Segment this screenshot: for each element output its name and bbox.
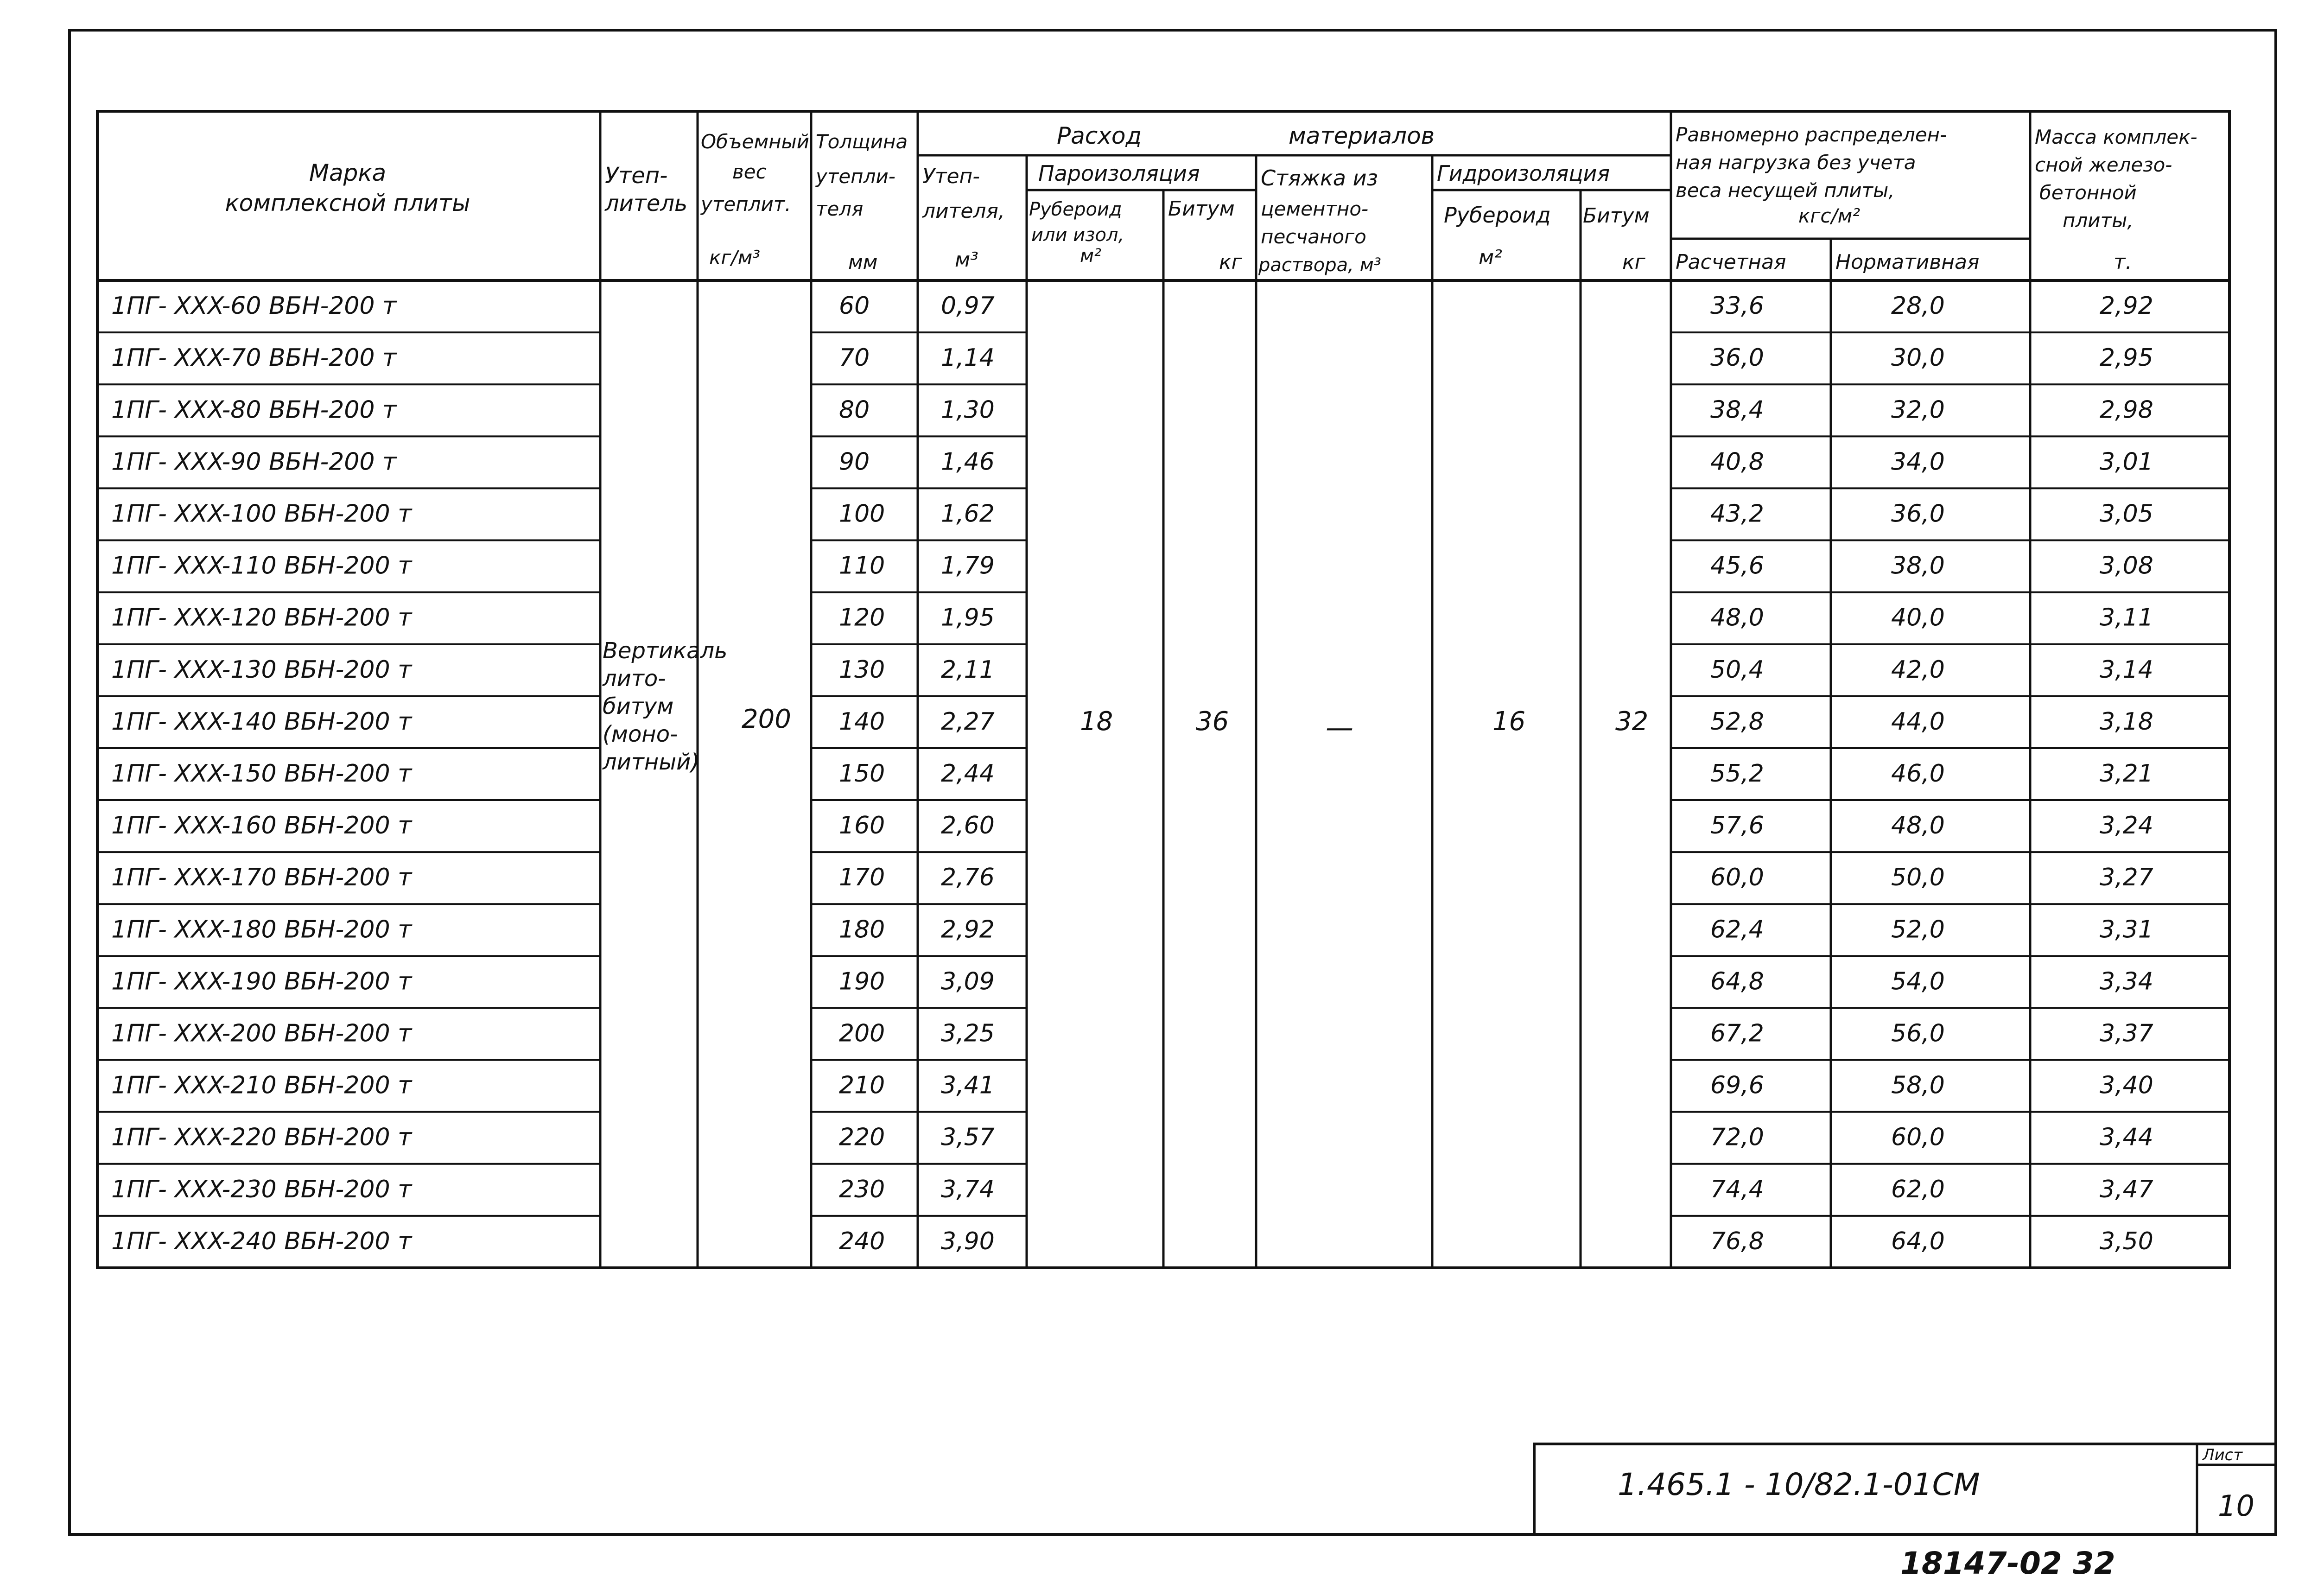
cell-marka: 1ПГ- XXX-180 ВБН-200 т [111, 916, 412, 944]
cell-marka: 1ПГ- XXX-150 ВБН-200 т [111, 760, 412, 788]
hdr-marka-1: Марка [309, 159, 387, 186]
cell-tolshchina: 70 [839, 344, 870, 372]
cell-massa: 3,14 [2100, 655, 2153, 684]
cell-tolshchina: 110 [839, 552, 885, 580]
cell-normativnaya: 58,0 [1891, 1071, 1945, 1100]
cell-massa: 3,01 [2100, 448, 2153, 476]
cell-uteplitel: 2,44 [941, 760, 995, 788]
table-row [111, 916, 2153, 943]
cell-marka: 1ПГ- XXX-90 ВБН-200 т [111, 448, 397, 476]
stamp-list-number: 10 [2218, 1489, 2254, 1523]
cell-tolshchina: 80 [839, 396, 870, 424]
title-block [1534, 1444, 2276, 1534]
cell-massa: 3,47 [2100, 1175, 2153, 1203]
cell-massa: 3,37 [2100, 1019, 2153, 1048]
hdr-nagruzka-2: ная нагрузка без учета [1676, 151, 1916, 174]
cell-uteplitel: 1,79 [941, 552, 995, 580]
cell-massa: 3,18 [2100, 707, 2153, 736]
hdr-obves-unit: кг/м³ [709, 246, 761, 269]
cell-tolshchina: 90 [839, 448, 870, 476]
cell-raschetnaya: 62,4 [1710, 916, 1764, 944]
cell-massa: 3,08 [2100, 552, 2153, 580]
cell-normativnaya: 50,0 [1891, 864, 1945, 892]
table-row [111, 1072, 2153, 1100]
cell-normativnaya: 34,0 [1891, 448, 1945, 476]
table-row [111, 864, 2153, 891]
cell-massa: 3,44 [2100, 1123, 2153, 1151]
cell-normativnaya: 40,0 [1891, 604, 1945, 632]
cell-marka: 1ПГ- XXX-110 ВБН-200 т [111, 552, 412, 580]
cell-normativnaya: 62,0 [1891, 1175, 1945, 1203]
hdr-bitum: Битум [1168, 197, 1235, 221]
cell-normativnaya: 64,0 [1891, 1227, 1945, 1255]
hdr-raschetnaya: Расчетная [1676, 250, 1786, 274]
table-row [111, 500, 2153, 528]
cell-uteplitel: 1,46 [941, 448, 995, 476]
hdr-massa-2: сной железо- [2035, 153, 2172, 176]
hdr-nagruzka-3: веса несущей плиты, [1676, 179, 1895, 202]
hdr-ruberoid-izol-unit: м² [1080, 245, 1102, 267]
hdr-styazhka-1: Стяжка из [1261, 165, 1378, 191]
cell-uteplitel: 2,60 [941, 812, 995, 840]
cell-raschetnaya: 74,4 [1710, 1175, 1764, 1203]
cell-raschetnaya: 36,0 [1710, 344, 1764, 372]
cell-tolshchina: 130 [839, 655, 885, 684]
merged-cells [602, 638, 1648, 775]
cell-massa: 2,95 [2100, 344, 2153, 372]
cell-normativnaya: 56,0 [1891, 1019, 1945, 1048]
cell-marka: 1ПГ- XXX-220 ВБН-200 т [111, 1123, 412, 1151]
table-row [111, 708, 2153, 736]
cell-tolshchina: 220 [839, 1123, 885, 1151]
table-row [111, 760, 2153, 788]
stamp-list-label: Лист [2203, 1446, 2243, 1464]
cell-tolshchina: 180 [839, 916, 885, 944]
footer-code: 18147-02 32 [1900, 1545, 2115, 1581]
cell-raschetnaya: 55,2 [1710, 760, 1764, 788]
table-row [111, 1020, 2153, 1048]
cell-uteplitel: 3,25 [941, 1019, 995, 1048]
hdr-tol-3: теля [816, 197, 864, 220]
merged-uteplitel-5: литный) [603, 749, 700, 775]
cell-raschetnaya: 40,8 [1710, 448, 1764, 476]
cell-raschetnaya: 50,4 [1710, 655, 1764, 684]
table-row [111, 552, 2153, 580]
cell-raschetnaya: 38,4 [1710, 396, 1764, 424]
cell-tolshchina: 170 [839, 864, 885, 892]
cell-tolshchina: 240 [839, 1227, 885, 1255]
cell-marka: 1ПГ- XXX-80 ВБН-200 т [111, 396, 397, 424]
hdr-gidroizol: Гидроизоляция [1437, 161, 1610, 186]
table-row [111, 292, 2153, 320]
cell-marka: 1ПГ- XXX-240 ВБН-200 т [111, 1227, 412, 1255]
cell-uteplitel: 3,74 [941, 1175, 995, 1203]
table-row [111, 967, 2153, 995]
hdr-ruberoid: Рубероид [1444, 203, 1551, 228]
table-row [111, 604, 2153, 632]
hdr-obves-3: утеплит. [701, 193, 791, 216]
cell-raschetnaya: 60,0 [1710, 864, 1764, 892]
cell-uteplitel: 3,41 [941, 1071, 995, 1100]
table-row [111, 1227, 2153, 1255]
hdr-ut-unit: м³ [955, 248, 978, 272]
table-row [111, 396, 2153, 424]
cell-marka: 1ПГ- XXX-70 ВБН-200 т [111, 344, 397, 372]
hdr-massa-1: Масса комплек- [2035, 126, 2197, 148]
cell-raschetnaya: 52,8 [1710, 707, 1764, 736]
cell-massa: 3,11 [2100, 604, 2153, 632]
cell-marka: 1ПГ- XXX-140 ВБН-200 т [111, 707, 412, 736]
table-row [111, 344, 2153, 372]
cell-massa: 2,98 [2100, 396, 2153, 424]
cell-tolshchina: 120 [839, 604, 885, 632]
hdr-ut-1: Утеп- [922, 165, 980, 188]
cell-tolshchina: 60 [839, 292, 870, 320]
hdr-ut-2: лителя, [922, 199, 1005, 223]
merged-uteplitel-1: Вертикаль [603, 638, 728, 664]
cell-marka: 1ПГ- XXX-210 ВБН-200 т [111, 1071, 412, 1100]
cell-marka: 1ПГ- XXX-60 ВБН-200 т [111, 292, 397, 320]
merged-bitum2: 32 [1615, 706, 1649, 737]
hdr-tol-1: Толщина [816, 130, 908, 153]
cell-raschetnaya: 72,0 [1710, 1123, 1764, 1151]
hdr-ruberoid-unit: м² [1479, 246, 1502, 269]
cell-massa: 3,24 [2100, 812, 2153, 840]
cell-uteplitel: 1,14 [941, 344, 995, 372]
cell-marka: 1ПГ- XXX-230 ВБН-200 т [111, 1175, 412, 1203]
cell-uteplitel: 2,92 [941, 916, 995, 944]
table-row [111, 1124, 2153, 1151]
hdr-massa-unit: т. [2114, 250, 2132, 274]
stamp-code: 1.465.1 - 10/82.1-01СМ [1618, 1467, 1980, 1502]
cell-raschetnaya: 57,6 [1710, 812, 1764, 840]
cell-massa: 3,34 [2100, 967, 2153, 996]
merged-ruberoid-izol: 18 [1080, 706, 1113, 737]
cell-massa: 3,27 [2100, 864, 2153, 892]
cell-uteplitel: 2,27 [941, 707, 995, 736]
cell-marka: 1ПГ- XXX-120 ВБН-200 т [111, 604, 412, 632]
hdr-tol-2: утепли- [816, 165, 895, 188]
cell-raschetnaya: 64,8 [1710, 967, 1764, 996]
cell-marka: 1ПГ- XXX-130 ВБН-200 т [111, 655, 412, 684]
table-row [111, 812, 2153, 839]
cell-marka: 1ПГ- XXX-190 ВБН-200 т [111, 967, 412, 996]
merged-uteplitel-3: битум [603, 693, 674, 719]
cell-uteplitel: 3,09 [941, 967, 995, 996]
cell-tolshchina: 140 [839, 707, 885, 736]
cell-massa: 3,05 [2100, 500, 2153, 528]
hdr-styazhka-2: цементно- [1261, 197, 1369, 220]
cell-massa: 3,31 [2100, 916, 2153, 944]
cell-raschetnaya: 43,2 [1710, 500, 1764, 528]
cell-raschetnaya: 76,8 [1710, 1227, 1764, 1255]
hdr-paroizol: Пароизоляция [1038, 161, 1200, 186]
cell-tolshchina: 160 [839, 812, 885, 840]
hdr-tol-unit: мм [848, 251, 878, 273]
table-header [225, 122, 2197, 276]
merged-obves: 200 [742, 704, 791, 734]
cell-tolshchina: 200 [839, 1019, 885, 1048]
cell-marka: 1ПГ- XXX-170 ВБН-200 т [111, 864, 412, 892]
cell-normativnaya: 36,0 [1891, 500, 1945, 528]
cell-normativnaya: 46,0 [1891, 760, 1945, 788]
hdr-styazhka-3: песчаного [1261, 225, 1366, 248]
cell-normativnaya: 38,0 [1891, 552, 1945, 580]
merged-uteplitel-4: (моно- [603, 721, 678, 747]
cell-uteplitel: 2,11 [941, 655, 995, 684]
table-row [111, 448, 2153, 476]
hdr-ruberoid-izol-1: Рубероид [1029, 199, 1122, 220]
cell-normativnaya: 42,0 [1891, 655, 1945, 684]
cell-uteplitel: 3,90 [941, 1227, 995, 1255]
cell-massa: 3,40 [2100, 1071, 2153, 1100]
cell-normativnaya: 48,0 [1891, 812, 1945, 840]
cell-marka: 1ПГ- XXX-200 ВБН-200 т [111, 1019, 412, 1048]
cell-marka: 1ПГ- XXX-160 ВБН-200 т [111, 812, 412, 840]
hdr-raskhod-b: материалов [1289, 122, 1435, 149]
hdr-obves-1: Объемный [701, 130, 810, 153]
cell-normativnaya: 44,0 [1891, 707, 1945, 736]
cell-massa: 3,50 [2100, 1227, 2153, 1255]
hdr-massa-4: плиты, [2063, 209, 2134, 232]
cell-massa: 3,21 [2100, 760, 2153, 788]
cell-marka: 1ПГ- XXX-100 ВБН-200 т [111, 500, 412, 528]
cell-raschetnaya: 33,6 [1710, 292, 1764, 320]
merged-bitum: 36 [1196, 706, 1229, 737]
hdr-ruberoid-izol-2: или изол, [1031, 224, 1124, 246]
hdr-bitum-unit: кг [1219, 250, 1242, 274]
hdr-bitum2: Битум [1583, 204, 1650, 228]
cell-tolshchina: 190 [839, 967, 885, 996]
table-row [111, 656, 2153, 684]
cell-normativnaya: 54,0 [1891, 967, 1945, 996]
cell-uteplitel: 1,30 [941, 396, 995, 424]
cell-tolshchina: 150 [839, 760, 885, 788]
cell-uteplitel: 1,95 [941, 604, 995, 632]
hdr-massa-3: бетонной [2039, 181, 2137, 204]
cell-uteplitel: 0,97 [941, 292, 995, 320]
merged-styazhka: — [1326, 712, 1353, 744]
cell-tolshchina: 230 [839, 1175, 885, 1203]
hdr-styazhka-4: раствора, м³ [1258, 254, 1381, 276]
hdr-nagruzka-unit: кгс/м² [1798, 204, 1861, 227]
cell-normativnaya: 28,0 [1891, 292, 1945, 320]
hdr-raskhod-a: Расход [1057, 122, 1142, 149]
cell-uteplitel: 3,57 [941, 1123, 995, 1151]
cell-raschetnaya: 67,2 [1710, 1019, 1764, 1048]
merged-uteplitel-2: лито- [603, 666, 666, 692]
cell-normativnaya: 32,0 [1891, 396, 1945, 424]
cell-massa: 2,92 [2100, 292, 2153, 320]
hdr-normativnaya: Нормативная [1835, 250, 1980, 274]
cell-tolshchina: 210 [839, 1071, 885, 1100]
hdr-uteplitel-2: литель [605, 191, 688, 216]
hdr-bitum2-unit: кг [1622, 250, 1645, 274]
cell-tolshchina: 100 [839, 500, 885, 528]
cell-normativnaya: 30,0 [1891, 344, 1945, 372]
cell-raschetnaya: 45,6 [1710, 552, 1764, 580]
hdr-marka-2: комплексной плиты [225, 190, 470, 216]
cell-raschetnaya: 48,0 [1710, 604, 1764, 632]
cell-normativnaya: 52,0 [1891, 916, 1945, 944]
table-row [111, 1176, 2153, 1203]
merged-ruberoid: 16 [1492, 706, 1526, 737]
hdr-uteplitel-1: Утеп- [605, 163, 668, 189]
cell-raschetnaya: 69,6 [1710, 1071, 1764, 1100]
cell-uteplitel: 2,76 [941, 864, 995, 892]
cell-normativnaya: 60,0 [1891, 1123, 1945, 1151]
hdr-obves-2: вес [732, 160, 767, 183]
hdr-nagruzka-1: Равномерно распределен- [1676, 123, 1947, 146]
cell-uteplitel: 1,62 [941, 500, 995, 528]
